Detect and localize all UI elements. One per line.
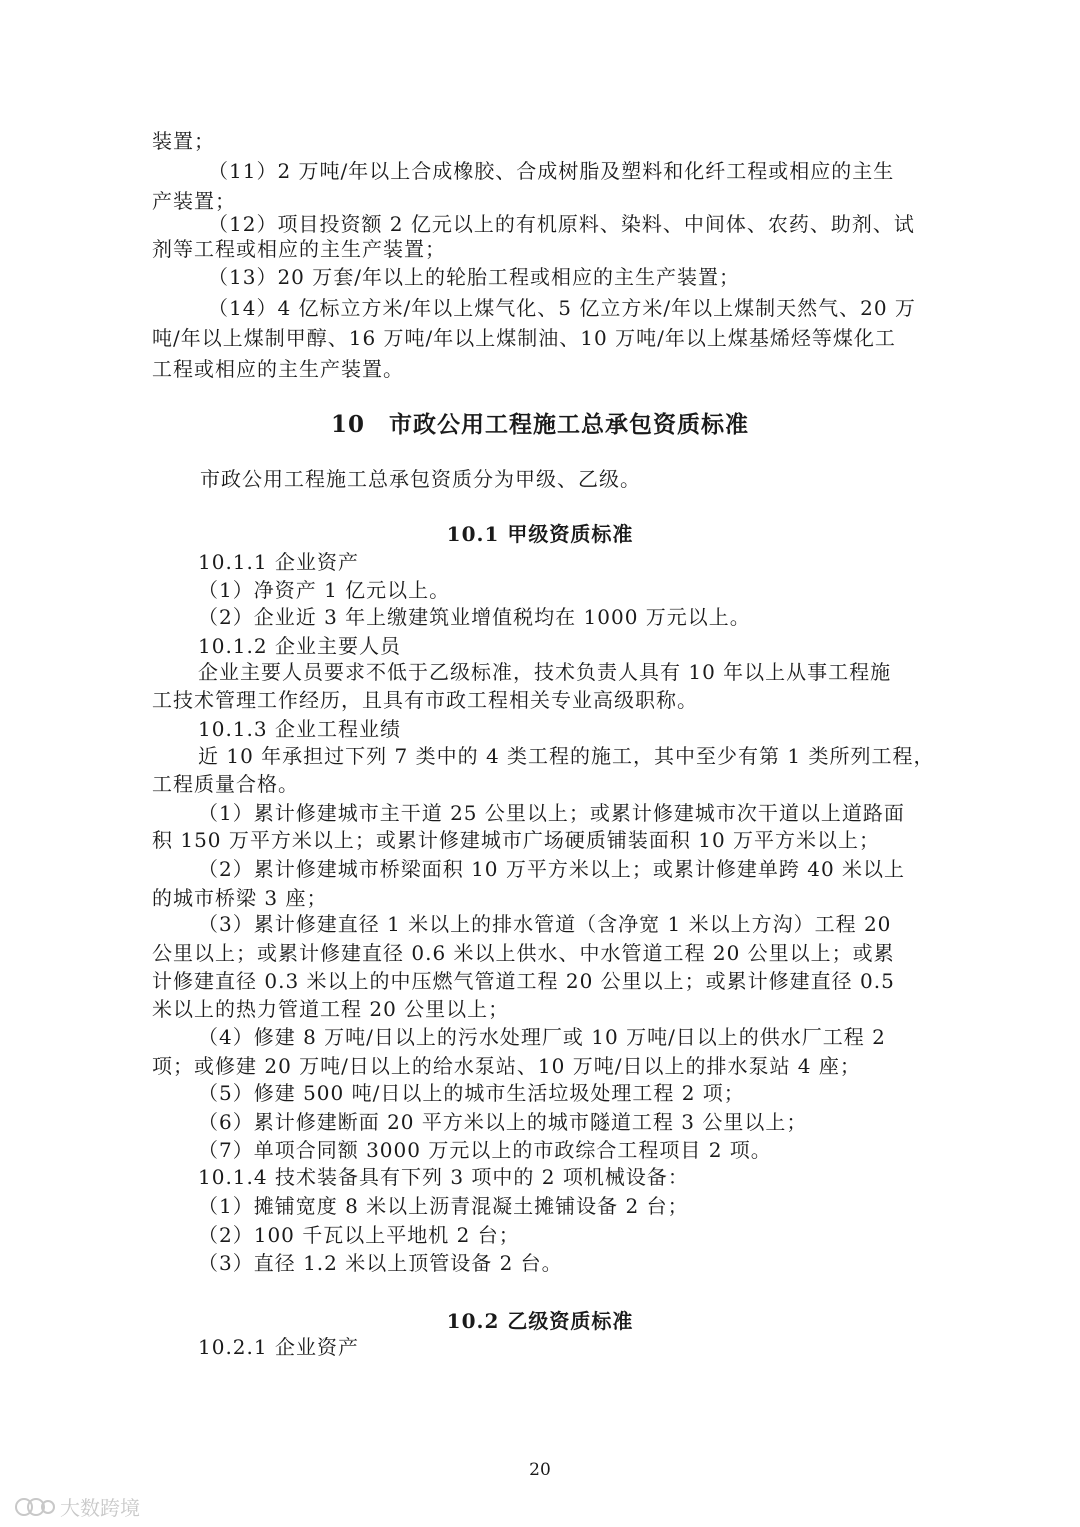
subsection-title: 10.1 甲级资质标准 — [446, 522, 634, 546]
text-line: （2）累计修建城市桥梁面积 10 万平方米以上；或累计修建单跨 40 米以上 — [198, 857, 906, 881]
watermark-text: 大数跨境 — [60, 1496, 140, 1520]
text-line: 项；或修建 20 万吨/日以上的给水泵站、10 万吨/日以上的排水泵站 4 座； — [152, 1054, 861, 1078]
text-line: （1）摊铺宽度 8 米以上沥青混凝土摊铺设备 2 台； — [198, 1194, 689, 1218]
text-line: （12）项目投资额 2 亿元以上的有机原料、染料、中间体、农药、助剂、试 — [208, 212, 915, 236]
watermark-logo-icon — [14, 1496, 56, 1518]
section-title: 10 市政公用工程施工总承包资质标准 — [330, 411, 749, 438]
text-line: 米以上的热力管道工程 20 公里以上； — [152, 997, 510, 1021]
text-line: （11）2 万吨/年以上合成橡胶、合成树脂及塑料和化纤工程或相应的主生 — [208, 159, 895, 183]
text-line: （6）累计修建断面 20 平方米以上的城市隧道工程 3 公里以上； — [198, 1110, 808, 1134]
section-intro: 市政公用工程施工总承包资质分为甲级、乙级。 — [200, 467, 641, 491]
text-line: （3）累计修建直径 1 米以上的排水管道（含净宽 1 米以上方沟）工程 20 — [198, 912, 892, 936]
text-line: 产装置； — [152, 189, 236, 213]
watermark — [14, 1492, 140, 1521]
text-line: （2）100 千瓦以上平地机 2 台； — [198, 1223, 520, 1247]
text-line: 剂等工程或相应的主生产装置； — [152, 237, 446, 261]
text-line: （13）20 万套/年以上的轮胎工程或相应的主生产装置； — [208, 265, 740, 289]
text-line: 工技术管理工作经历，且具有市政工程相关专业高级职称。 — [152, 688, 698, 712]
text-line: 计修建直径 0.3 米以上的中压燃气管道工程 20 公里以上；或累计修建直径 0.5 — [152, 969, 895, 993]
text-line: 的城市桥梁 3 座； — [152, 886, 328, 910]
text-line: 装置； — [152, 129, 215, 153]
text-line: 近 10 年承担过下列 7 类中的 4 类工程的施工，其中至少有第 1 类所列工程， — [198, 744, 935, 768]
text-line: 公里以上；或累计修建直径 0.6 米以上供水、中水管道工程 20 公里以上；或累 — [152, 941, 895, 965]
text-line: （1）累计修建城市主干道 25 公里以上；或累计修建城市次干道以上道路面 — [198, 801, 905, 825]
text-line: 积 150 万平方米以上；或累计修建城市广场硬质铺装面积 10 万平方米以上； — [152, 828, 881, 852]
text-line: 10.1.2 企业主要人员 — [198, 634, 401, 658]
text-line: （5）修建 500 吨/日以上的城市生活垃圾处理工程 2 项； — [198, 1081, 745, 1105]
text-line: 10.1.1 企业资产 — [198, 550, 359, 574]
text-line: 10.1.3 企业工程业绩 — [198, 717, 401, 741]
text-line: （3）直径 1.2 米以上顶管设备 2 台。 — [198, 1251, 563, 1275]
text-line: （1）净资产 1 亿元以上。 — [198, 578, 451, 602]
subsection-title: 10.2 乙级资质标准 — [446, 1309, 634, 1333]
text-line: （4）修建 8 万吨/日以上的污水处理厂或 10 万吨/日以上的供水厂工程 2 — [198, 1025, 886, 1049]
text-line: 企业主要人员要求不低于乙级标准，技术负责人具有 10 年以上从事工程施 — [198, 660, 892, 684]
page-number: 20 — [529, 1460, 551, 1480]
text-line: 吨/年以上煤制甲醇、16 万吨/年以上煤制油、10 万吨/年以上煤基烯烃等煤化工 — [152, 326, 896, 350]
text-line: 10.2.1 企业资产 — [198, 1335, 359, 1359]
text-line: 工程质量合格。 — [152, 772, 299, 796]
text-line: （7）单项合同额 3000 万元以上的市政综合工程项目 2 项。 — [198, 1138, 772, 1162]
text-line: （14）4 亿标立方米/年以上煤气化、5 亿立方米/年以上煤制天然气、20 万 — [208, 296, 916, 320]
text-line: （2）企业近 3 年上缴建筑业增值税均在 1000 万元以上。 — [198, 605, 751, 629]
text-line: 10.1.4 技术装备具有下列 3 项中的 2 项机械设备： — [198, 1165, 689, 1189]
text-line: 工程或相应的主生产装置。 — [152, 357, 404, 381]
